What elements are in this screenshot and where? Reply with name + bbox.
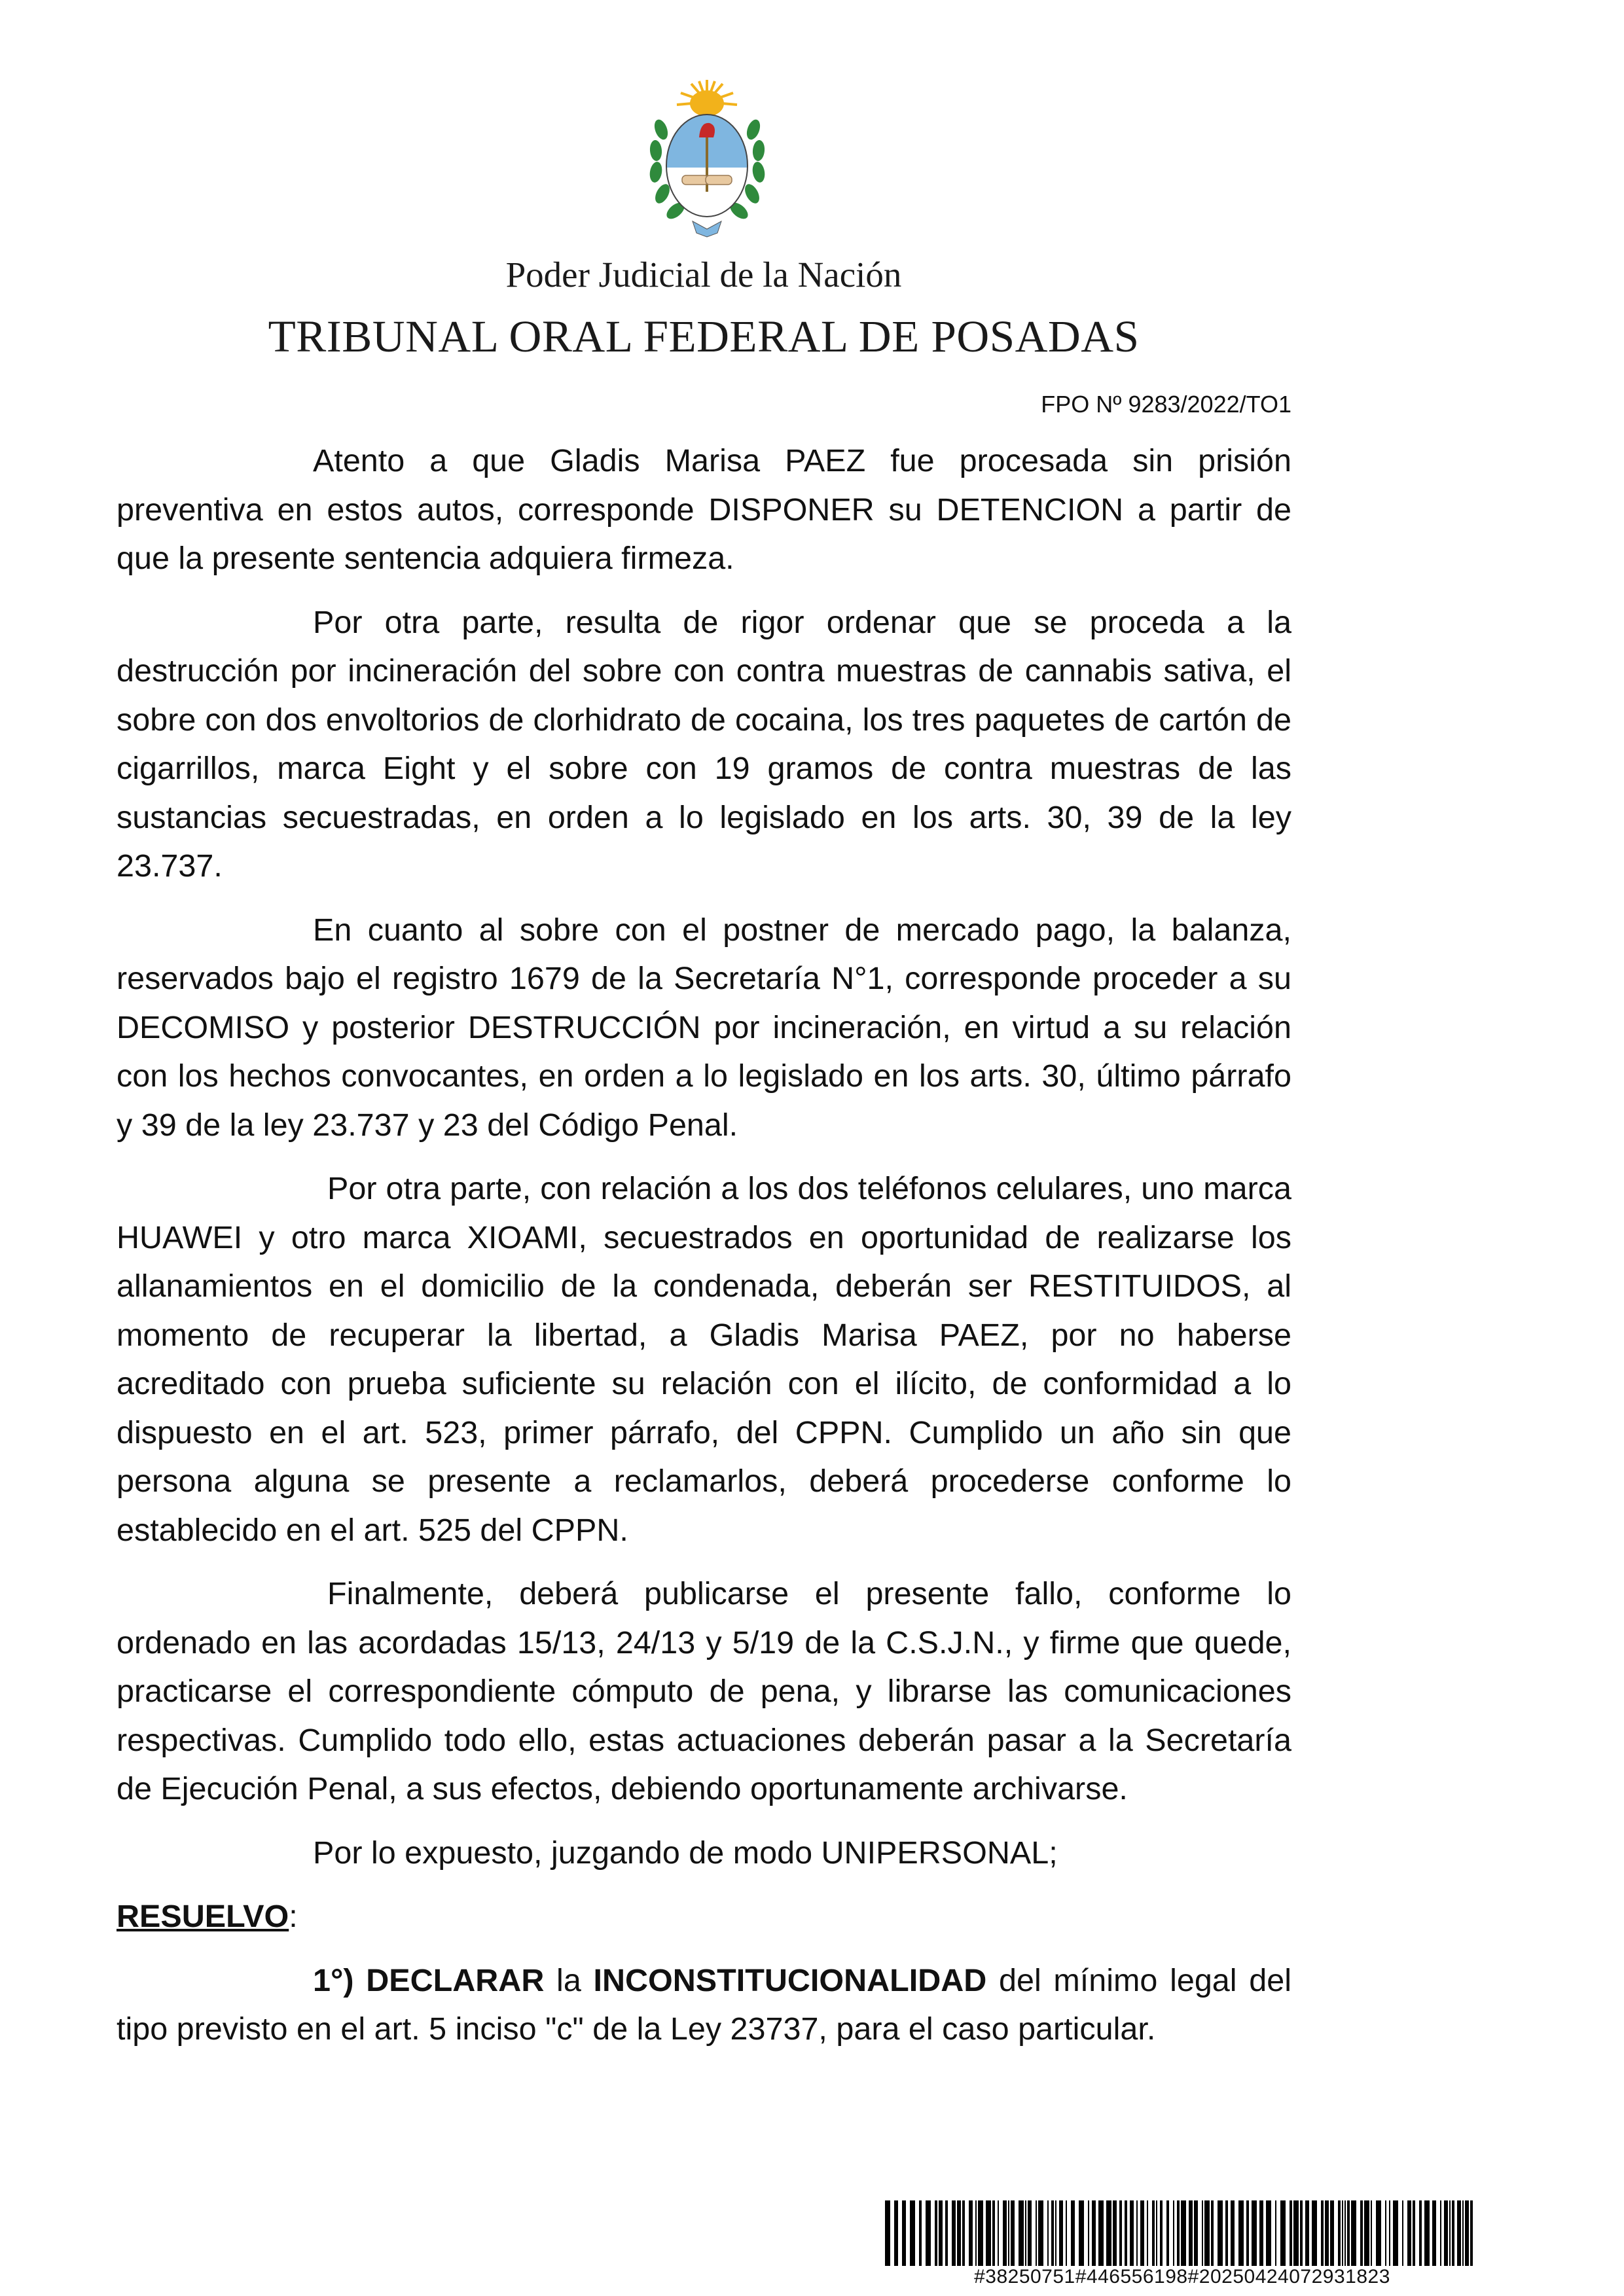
barcode-bar	[1047, 2200, 1049, 2266]
barcode-bar	[1347, 2200, 1350, 2266]
barcode-bar	[1342, 2200, 1343, 2266]
barcode-bar	[1008, 2200, 1009, 2266]
barcode-bar	[1238, 2200, 1244, 2266]
barcode-bar	[1293, 2200, 1299, 2266]
document-body	[117, 437, 1291, 2069]
barcode-bar	[969, 2200, 973, 2266]
barcode-bar	[978, 2200, 983, 2266]
barcode-bar	[1140, 2200, 1144, 2266]
barcode-bar	[1147, 2200, 1148, 2266]
barcode-bar	[1338, 2200, 1341, 2266]
barcode-bar	[1325, 2200, 1329, 2266]
barcode-bar	[1413, 2200, 1415, 2266]
barcode-bar	[1166, 2200, 1169, 2266]
barcode-bar	[1280, 2200, 1286, 2266]
barcode-bar	[1106, 2200, 1111, 2266]
court-name: TRIBUNAL ORAL FEDERAL DE POSADAS	[268, 312, 1140, 361]
barcode-bar	[1393, 2200, 1398, 2266]
barcode-bar	[1136, 2200, 1138, 2266]
barcode-bar	[1181, 2200, 1186, 2266]
barcode-bar	[1055, 2200, 1056, 2266]
barcode-bar	[1419, 2200, 1422, 2266]
barcode-bar	[1321, 2200, 1324, 2266]
paragraph-destruction: Por otra parte, resulta de rigor ordenar que se proceda a la destrucción por incineración del sobre con contra muestras de cannabis sativa, el sobre con dos envoltorios de clorhidrato de cocaina, los tres paquetes de cartón de cigarrillos, marca Eight y el sobre con 19 gramos de contra muestras de las sustancias secuestradas, en orden a lo legislado en los arts. 30, 39 de la ley 23.737.	[117, 604, 1291, 884]
barcode-bar	[1189, 2200, 1193, 2266]
barcode-bar	[939, 2200, 943, 2266]
barcode-bar	[1444, 2200, 1448, 2266]
paragraph-publication: Finalmente, deberá publicarse el presente fallo, conforme lo ordenado en las acordadas 15/13, 24/13 y 5/19 de la C.S.J.N., y firme que quede, practicarse el correspondiente cómputo de pena, y librarse las comunicaciones respectivas. Cumplido todo ello, estas actuaciones deberán pasar a la Secretaría de Ejecución Penal, a sus efectos, debiendo oportunamente archivarse.	[117, 1576, 1291, 1806]
barcode-bar	[1092, 2200, 1096, 2266]
barcode-bar	[1351, 2200, 1356, 2266]
barcode-bar	[1160, 2200, 1163, 2266]
barcode-bar	[1194, 2200, 1198, 2266]
barcode-bar	[1246, 2200, 1249, 2266]
barcode-bar	[1465, 2200, 1469, 2266]
resuelvo-label: RESUELVO	[117, 1899, 289, 1934]
barcode-bar	[1275, 2200, 1276, 2266]
item-number: 1°)	[313, 1962, 354, 1998]
barcode-bar	[1452, 2200, 1454, 2266]
item-verb: DECLARAR	[366, 1962, 545, 1998]
barcode-bar	[1231, 2200, 1235, 2266]
barcode-bar	[1011, 2200, 1015, 2266]
ribbon	[693, 221, 721, 237]
barcode-bar	[1003, 2200, 1007, 2266]
barcode-bar	[1177, 2200, 1180, 2266]
barcode-bar	[1113, 2200, 1117, 2266]
barcode-number: #38250751#446556198#20250424072931823	[974, 2266, 1390, 2287]
argentine-coat-of-arms-icon	[647, 77, 768, 241]
barcode-bar	[1125, 2200, 1127, 2266]
barcode-bar	[998, 2200, 999, 2266]
barcode-bar	[1470, 2200, 1473, 2266]
barcode-bar	[1152, 2200, 1155, 2266]
barcode-bar	[1330, 2200, 1334, 2266]
item-term: INCONSTITUCIONALIDAD	[593, 1962, 987, 1998]
barcode-bar	[975, 2200, 977, 2266]
barcode-bar	[1218, 2200, 1223, 2266]
clasped-hands	[682, 175, 732, 185]
barcode-bar	[1440, 2200, 1441, 2266]
barcode-bar	[1432, 2200, 1436, 2266]
barcode-bar	[962, 2200, 965, 2266]
barcode-bar	[1019, 2200, 1024, 2266]
paragraph-conclusion: Por lo expuesto, juzgando de modo UNIPERSONAL;	[313, 1835, 1058, 1871]
barcode-bar	[1130, 2200, 1134, 2266]
barcode-bar	[1305, 2200, 1309, 2266]
barcode-bar	[1211, 2200, 1214, 2266]
barcode-bar	[885, 2200, 890, 2266]
barcode-bar	[1156, 2200, 1157, 2266]
barcode-bar	[1300, 2200, 1303, 2266]
barcode-bar	[1051, 2200, 1054, 2266]
barcode-bar	[1025, 2200, 1026, 2266]
barcode-bar	[1119, 2200, 1122, 2266]
resolution-item-1	[117, 1956, 1291, 2054]
barcode-bar	[1259, 2200, 1263, 2266]
barcode-bar	[1424, 2200, 1430, 2266]
barcode-bar	[1252, 2200, 1257, 2266]
barcode-bar	[919, 2200, 922, 2266]
barcode-bar	[894, 2200, 898, 2266]
barcode-bar	[1402, 2200, 1403, 2266]
item-text-1: la	[556, 1962, 581, 1998]
barcode-bar	[1066, 2200, 1067, 2266]
barcode-bar	[1344, 2200, 1346, 2266]
barcode-bar	[1204, 2200, 1210, 2266]
barcode-bar	[1371, 2200, 1372, 2266]
barcode-bar	[1071, 2200, 1075, 2266]
barcode-bar	[952, 2200, 956, 2266]
barcode-bar	[1266, 2200, 1271, 2266]
barcode-bar	[1088, 2200, 1089, 2266]
resuelvo-heading	[117, 1892, 1291, 1941]
barcode-bar	[1079, 2200, 1084, 2266]
barcode-bar	[945, 2200, 948, 2266]
barcode-bar	[1407, 2200, 1411, 2266]
paragraph-seizure: En cuanto al sobre con el postner de mercado pago, la balanza, reservados bajo el registro 1679 de la Secretaría N°1, corresponde proceder a su DECOMISO y posterior DESTRUCCIÓN por incineración, en virtud a su relación con los hechos convocantes, en orden a lo legislado en los arts. 30, último párrafo y 39 de la ley 23.737 y 23 del Código Penal.	[117, 912, 1291, 1143]
item-text-2: del mínimo legal del tipo previsto en el art. 5 inciso "c" de la Ley 23737, para el caso particular.	[117, 1962, 1291, 2047]
barcode-bar	[1225, 2200, 1228, 2266]
barcode-bar	[935, 2200, 937, 2266]
paragraph-detention: Atento a que Gladis Marisa PAEZ fue procesada sin prisión preventiva en estos autos, corresponde DISPONER su DETENCION a partir de que la presente sentencia adquiera firmeza.	[117, 443, 1291, 576]
barcode-bar	[1036, 2200, 1037, 2266]
barcode-bar	[1376, 2200, 1381, 2266]
barcode-bar	[1389, 2200, 1390, 2266]
document-barcode	[885, 2200, 1479, 2266]
file-number: FPO Nº 9283/2022/TO1	[1041, 391, 1291, 418]
paragraph-restitution: Por otra parte, con relación a los dos teléfonos celulares, uno marca HUAWEI y otro marca XIOAMI, secuestrados en oportunidad de realizarse los allanamientos en el domicilio de la condenada, deberán ser RESTITUIDOS, al momento de recuperar la libertad, a Gladis Marisa PAEZ, por no haberse acreditado con prueba suficiente su relación con el ilícito, de conformidad a lo dispuesto en el art. 523, primer párrafo, del CPPN. Cumplido un año sin que persona alguna se presente a reclamarlos, deberá procederse conforme lo establecido en el art. 525 del CPPN.	[117, 1171, 1291, 1548]
barcode-bar	[1360, 2200, 1363, 2266]
barcode-bar	[1290, 2200, 1292, 2266]
barcode-bar	[1462, 2200, 1464, 2266]
barcode-bar	[926, 2200, 931, 2266]
barcode-bar	[957, 2200, 961, 2266]
barcode-bar	[1059, 2200, 1063, 2266]
institution-name: Poder Judicial de la Nación	[505, 255, 902, 295]
barcode-bar	[1038, 2200, 1043, 2266]
barcode-bar	[992, 2200, 995, 2266]
barcode-bar	[1364, 2200, 1369, 2266]
barcode-bar	[1202, 2200, 1203, 2266]
barcode-bar	[1449, 2200, 1451, 2266]
barcode-bar	[902, 2200, 906, 2266]
barcode-bar	[910, 2200, 915, 2266]
barcode-bar	[986, 2200, 991, 2266]
barcode-bar	[1098, 2200, 1104, 2266]
barcode-bar	[1457, 2200, 1461, 2266]
barcode-bar	[1385, 2200, 1386, 2266]
barcode-bar	[1028, 2200, 1032, 2266]
barcode-bar	[1173, 2200, 1174, 2266]
barcode-bar	[1312, 2200, 1317, 2266]
resuelvo-colon: :	[289, 1899, 298, 1934]
